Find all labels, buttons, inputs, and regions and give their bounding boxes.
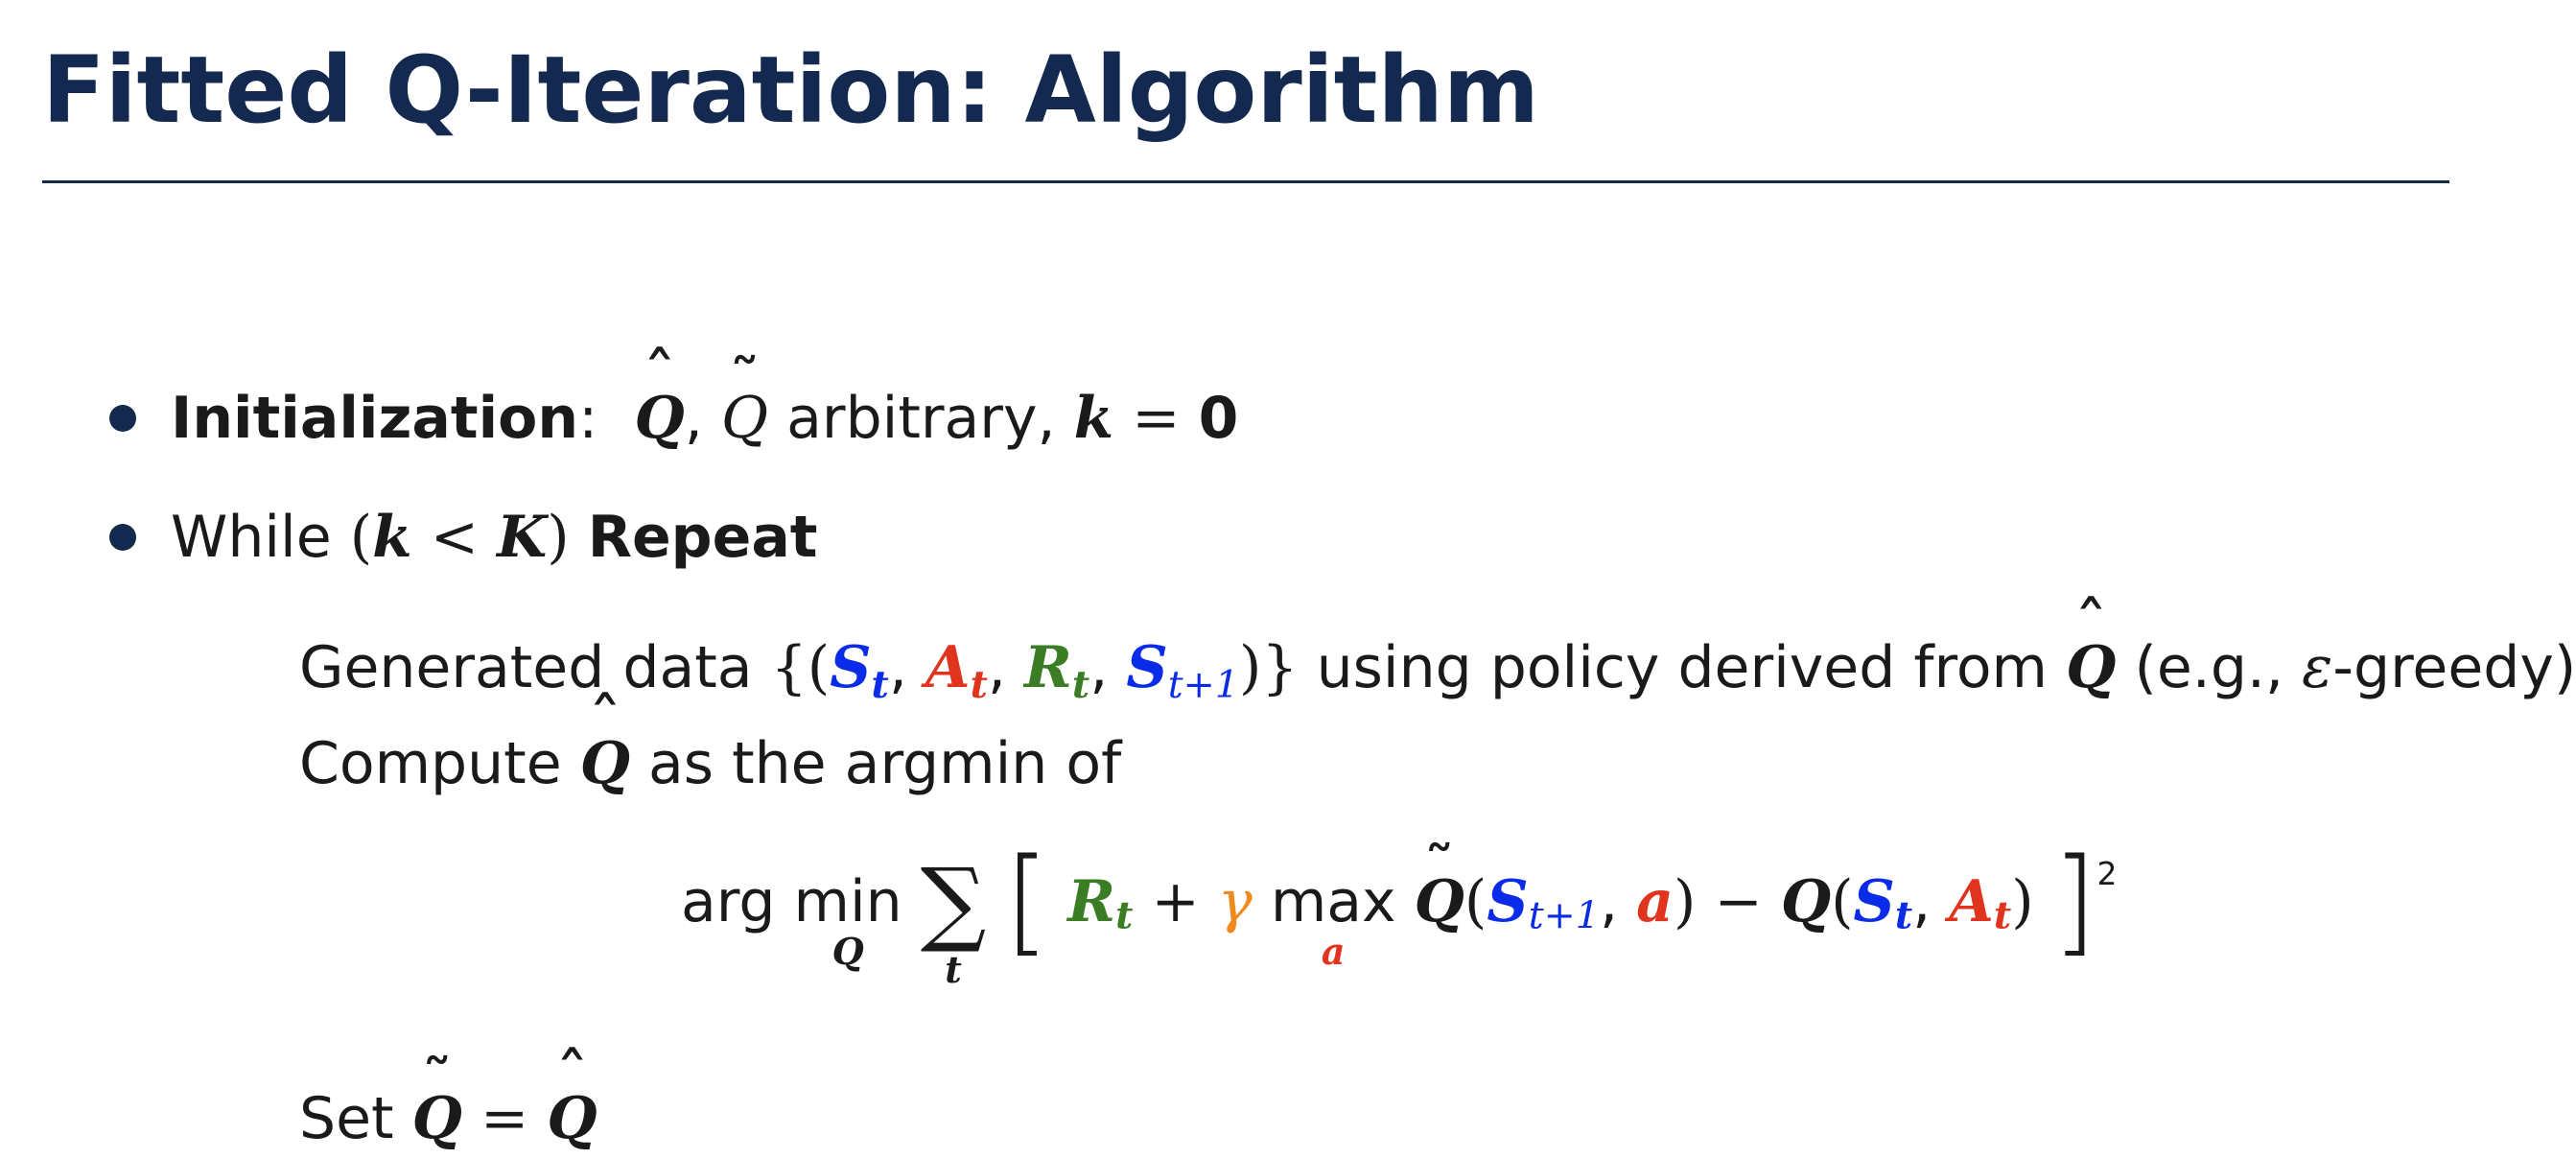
initialization-line <box>171 380 1238 457</box>
compute-step <box>299 725 1121 802</box>
colon: : <box>578 385 598 452</box>
repeat-label: Repeat <box>587 504 818 571</box>
k-symbol: k <box>372 504 412 571</box>
k-symbol: k <box>1073 385 1114 452</box>
set-open: {( <box>770 634 831 701</box>
zero-value: 0 <box>1198 385 1239 452</box>
state-subscript: t <box>1894 893 1913 938</box>
q-tilde-symbol: ˜ Q <box>412 1080 462 1157</box>
plus-sign: + <box>1151 868 1200 935</box>
next-state-symbol: S <box>1487 868 1529 935</box>
open-paren: ( <box>1464 868 1487 935</box>
open-paren: ( <box>349 504 373 571</box>
arbitrary-text: arbitrary, <box>786 385 1056 452</box>
reward-symbol: R <box>1024 634 1072 701</box>
slide-title: Fitted Q-Iteration: Algorithm <box>42 36 1539 144</box>
max-text: max <box>1270 868 1396 935</box>
sum-symbol: ∑ <box>920 848 987 956</box>
q-tilde-symbol: ˜ Q <box>721 380 768 457</box>
while-text: While <box>171 504 332 571</box>
reward-subscript: t <box>1115 893 1134 938</box>
square-exponent: 2 <box>2096 854 2118 892</box>
action-subscript: t <box>1993 893 2012 938</box>
initialization-label: Initialization <box>171 385 579 452</box>
sum-subscript: t <box>945 948 962 991</box>
min-text: min <box>793 868 902 935</box>
eg-open: (e.g., <box>2134 634 2284 701</box>
comma: , <box>1599 868 1619 935</box>
arg-operator: arg <box>681 868 776 935</box>
argmin-equation <box>681 835 2118 1017</box>
state-subscript: t <box>871 663 889 708</box>
epsilon-symbol: ε <box>2302 634 2333 701</box>
reward-symbol: R <box>1067 868 1116 935</box>
gamma-symbol: γ <box>1217 868 1253 935</box>
state-symbol: S <box>1853 868 1895 935</box>
K-symbol: K <box>497 504 548 571</box>
while-line <box>171 499 818 576</box>
greedy-text: -greedy) <box>2332 634 2576 701</box>
q-hat-symbol: ˆ Q <box>2066 629 2116 706</box>
right-bracket: ] <box>2051 835 2097 968</box>
q-hat-symbol: ˆ Q <box>580 725 630 802</box>
compute-suffix: as the argmin of <box>648 730 1122 797</box>
generate-mid-text: using policy derived from <box>1316 634 2049 701</box>
next-state-symbol: S <box>1126 634 1168 701</box>
action-subscript: t <box>970 663 988 708</box>
compute-prefix: Compute <box>299 730 562 797</box>
max-operator <box>1270 868 1396 973</box>
bullet-dot <box>109 405 136 432</box>
min-subscript: Q <box>831 930 864 973</box>
less-than: < <box>430 504 480 571</box>
left-bracket: [ <box>1004 835 1050 968</box>
bullet-dot <box>109 524 136 551</box>
next-state-subscript: t+1 <box>1167 663 1239 708</box>
equals-sign: = <box>480 1085 529 1152</box>
min-operator <box>793 868 902 973</box>
minus-sign: − <box>1714 868 1763 935</box>
generate-data-step: Generated data {($S_t$, $A_t$, $R_t$, $S_{t+1}$)} using policy derived from ˆ Q (e.g., ε-greedy) <box>299 629 2576 706</box>
q-symbol: Q <box>1780 868 1832 935</box>
comma: , <box>684 385 703 452</box>
title-divider <box>42 180 2449 183</box>
set-prefix: Set <box>299 1085 394 1152</box>
max-subscript: a <box>1321 930 1346 973</box>
generate-prefix: Generated data <box>299 634 753 701</box>
reward-subscript: t <box>1071 663 1090 708</box>
open-paren: ( <box>1831 868 1854 935</box>
state-symbol: S <box>830 634 872 701</box>
close-paren: ) <box>547 504 570 571</box>
next-state-subscript: t+1 <box>1528 893 1600 938</box>
action-symbol: A <box>1949 868 1994 935</box>
equals-sign: = <box>1132 385 1181 452</box>
q-hat-symbol: ˆ Q <box>547 1080 597 1157</box>
action-symbol: A <box>925 634 971 701</box>
q-tilde-symbol: ˜ Q <box>1415 868 1464 935</box>
close-paren: ) <box>2011 868 2034 935</box>
set-step <box>299 1080 597 1157</box>
action-variable: a <box>1636 868 1674 935</box>
sum-operator <box>920 848 987 991</box>
comma: , <box>1912 868 1932 935</box>
close-paren: ) <box>1673 868 1697 935</box>
set-close: )} <box>1238 634 1299 701</box>
q-hat-symbol: ˆ Q <box>634 380 684 457</box>
